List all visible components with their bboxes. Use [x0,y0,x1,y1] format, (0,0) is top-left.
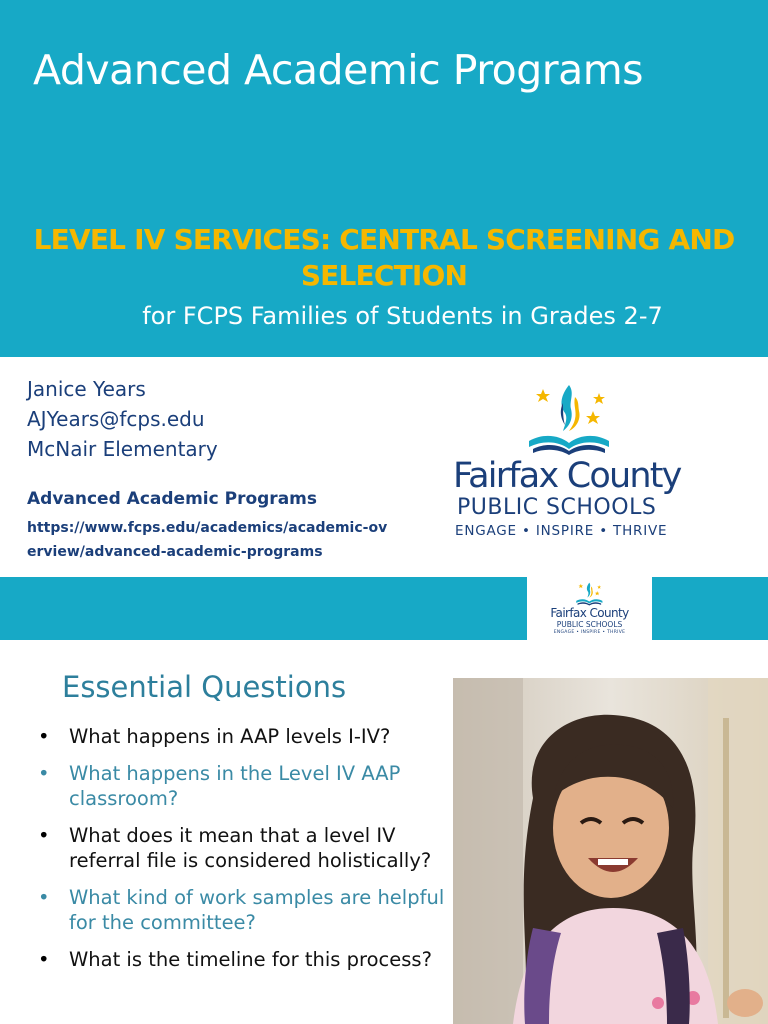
presenter-contact [27,374,218,464]
presenter-name: Janice Years [27,377,146,401]
fcps-small-logo [527,577,652,640]
list-item: • What is the timeline for this process? [38,947,448,972]
list-item: • What kind of work samples are helpful for the committee? [38,885,448,935]
student-photo-illustration [453,678,768,1024]
aap-url-line1[interactable]: https://www.fcps.edu/academics/academic-ov [27,520,388,536]
student-photo [453,678,768,1024]
book-flame-small-icon [571,581,607,609]
aap-url-link[interactable] [27,516,407,564]
questions-list [38,724,448,984]
title-banner [0,0,768,357]
slide-title: Advanced Academic Programs [33,46,644,94]
aap-link-label: Advanced Academic Programs [27,489,317,509]
presenter-school: McNair Elementary [27,437,218,461]
level-iv-heading [0,222,768,294]
small-logo-tagline: ENGAGE • INSPIRE • THRIVE [553,630,626,635]
book-flame-icon [513,383,623,463]
fcps-logo [453,383,683,543]
logo-subtitle: PUBLIC SCHOOLS [457,495,657,520]
presenter-email[interactable]: AJYears@fcps.edu [27,407,205,431]
slide2-header-band [0,577,768,640]
logo-wordmark: Fairfax County [453,456,681,496]
small-logo-subtitle: PUBLIC SCHOOLS [556,620,623,629]
small-logo-wordmark: Fairfax County [550,606,629,620]
list-item: • What does it mean that a level IV referral file is considered holistically? [38,823,448,873]
list-item: • What happens in AAP levels I-IV? [38,724,448,749]
essential-questions-heading: Essential Questions [62,670,347,704]
level-iv-heading-line2: SELECTION [300,259,468,292]
logo-tagline: ENGAGE • INSPIRE • THRIVE [455,523,668,539]
list-item: • What happens in the Level IV AAP classroom? [38,761,448,811]
slide-subtitle: for FCPS Families of Students in Grades 2-7 [142,302,663,330]
aap-url-line2[interactable]: erview/advanced-academic-programs [27,544,323,560]
level-iv-heading-line1: LEVEL IV SERVICES: CENTRAL SCREENING AND [33,223,735,256]
